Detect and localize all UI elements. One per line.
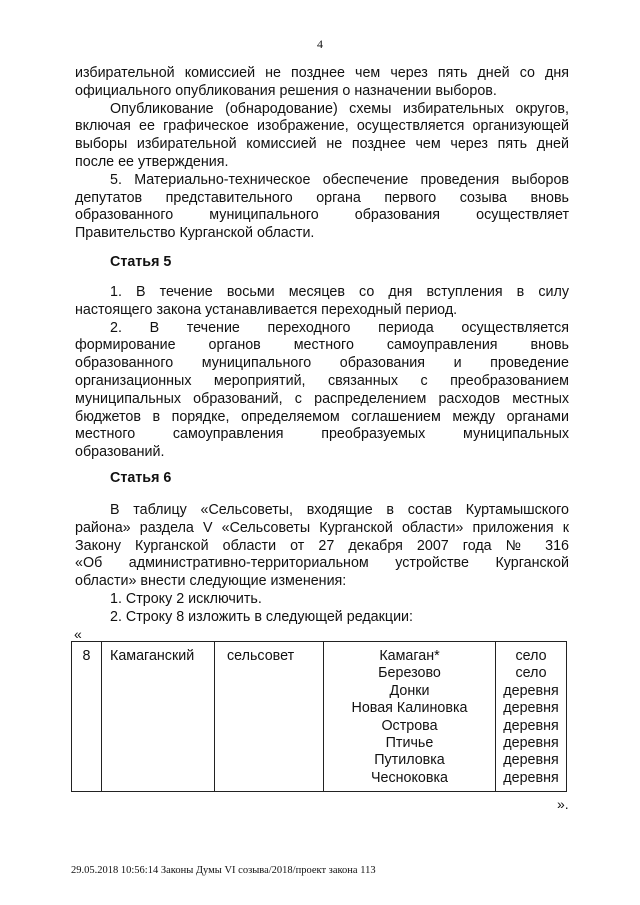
- text-line: 5. Материально-техническое обеспечение проведения выборов: [110, 171, 569, 188]
- text-line: «Об административно-территориальном устройстве Курганской: [75, 555, 569, 572]
- settlement-name: Донки: [389, 682, 430, 699]
- row-number: 8: [72, 642, 102, 792]
- text-line: Закону Курганской области от 27 декабря 2007 года № 316: [75, 537, 569, 554]
- settlement-name: Новая Калиновка: [351, 700, 468, 717]
- text-line: бюджетов в порядке, определяемом соглашением между органами: [75, 408, 569, 425]
- settlement-name: Березово: [378, 665, 441, 682]
- settlement-name: Путиловка: [374, 752, 445, 769]
- text-line: района» раздела V «Сельсоветы Курганской области» приложения к: [75, 519, 569, 536]
- settlement-type: деревня: [503, 700, 559, 717]
- article-6: [75, 470, 569, 488]
- settlements-cell: [324, 642, 496, 792]
- article-6-heading: Статья 6: [110, 470, 172, 486]
- settlement-type: деревня: [503, 752, 559, 769]
- text-line: образованного муниципального образования и проведение: [75, 355, 569, 372]
- settlement-type: деревня: [503, 717, 559, 734]
- body-text-top: [75, 65, 569, 243]
- text-line: 2. В течение переходного периода осуществляется: [110, 319, 569, 336]
- text-line: Правительство Курганской области.: [75, 225, 315, 242]
- text-line: настоящего закона устанавливается переходный период.: [75, 301, 458, 318]
- text-line: депутатов представительного органа первого созыва вновь: [75, 189, 569, 206]
- text-line: после ее утверждения.: [75, 153, 229, 170]
- quote-open: «: [74, 626, 82, 642]
- settlement-type: село: [515, 648, 547, 664]
- settlement-type: деревня: [503, 734, 559, 751]
- text-line: организационных мероприятий, связанных с преобразованием: [75, 372, 569, 389]
- amendment-table: [71, 641, 567, 792]
- text-line: образований.: [75, 444, 165, 461]
- settlement-type: деревня: [503, 682, 559, 699]
- footer-path: 29.05.2018 10:56:14 Законы Думы VI созыва/2018/проект закона 113: [71, 865, 376, 876]
- settlement-name: Птичье: [385, 734, 434, 751]
- quote-close: ».: [557, 796, 569, 812]
- text-line: области» внести следующие изменения:: [75, 573, 347, 590]
- settlement-name: Камаган*: [379, 648, 440, 664]
- text-line: В таблицу «Сельсоветы, входящие в состав Куртамышского: [110, 502, 569, 518]
- text-line: включая ее графическое изображение, осуществляется организующей: [75, 118, 569, 135]
- article-5: [75, 254, 569, 272]
- text-line: официального опубликования решения о назначении выборов.: [75, 82, 497, 99]
- settlement-name: Чесноковка: [371, 769, 448, 786]
- text-line: 1. Строку 2 исключить.: [110, 590, 262, 607]
- settlement-types-cell: [496, 642, 567, 792]
- text-line: выборы избирательной комиссией не позднее чем через пять дней: [75, 136, 569, 153]
- text-line: местного самоуправления преобразуемых муниципальных: [75, 426, 569, 443]
- article-6-body: [75, 502, 569, 627]
- text-line: 1. В течение восьми месяцев со дня вступления в силу: [110, 284, 569, 300]
- text-line: Опубликование (обнародование) схемы избирательных округов,: [110, 100, 569, 117]
- council-type: сельсовет: [215, 642, 324, 792]
- text-line: 2. Строку 8 изложить в следующей редакции:: [110, 608, 414, 625]
- article-5-heading: Статья 5: [110, 254, 172, 270]
- council-name: Камаганский: [102, 642, 215, 792]
- page-number: 4: [317, 37, 323, 51]
- settlement-type: село: [515, 665, 547, 682]
- text-line: избирательной комиссией не позднее чем через пять дней со дня: [75, 65, 569, 81]
- article-5-body: [75, 284, 569, 462]
- settlement-type: деревня: [503, 769, 559, 786]
- settlement-name: Острова: [381, 717, 438, 734]
- table-row: [72, 642, 567, 792]
- text-line: муниципальных образований, с распределением расходов местных: [75, 390, 569, 407]
- text-line: формирование органов местного самоуправления вновь: [75, 337, 569, 354]
- text-line: образованного муниципального образования осуществляет: [75, 207, 569, 224]
